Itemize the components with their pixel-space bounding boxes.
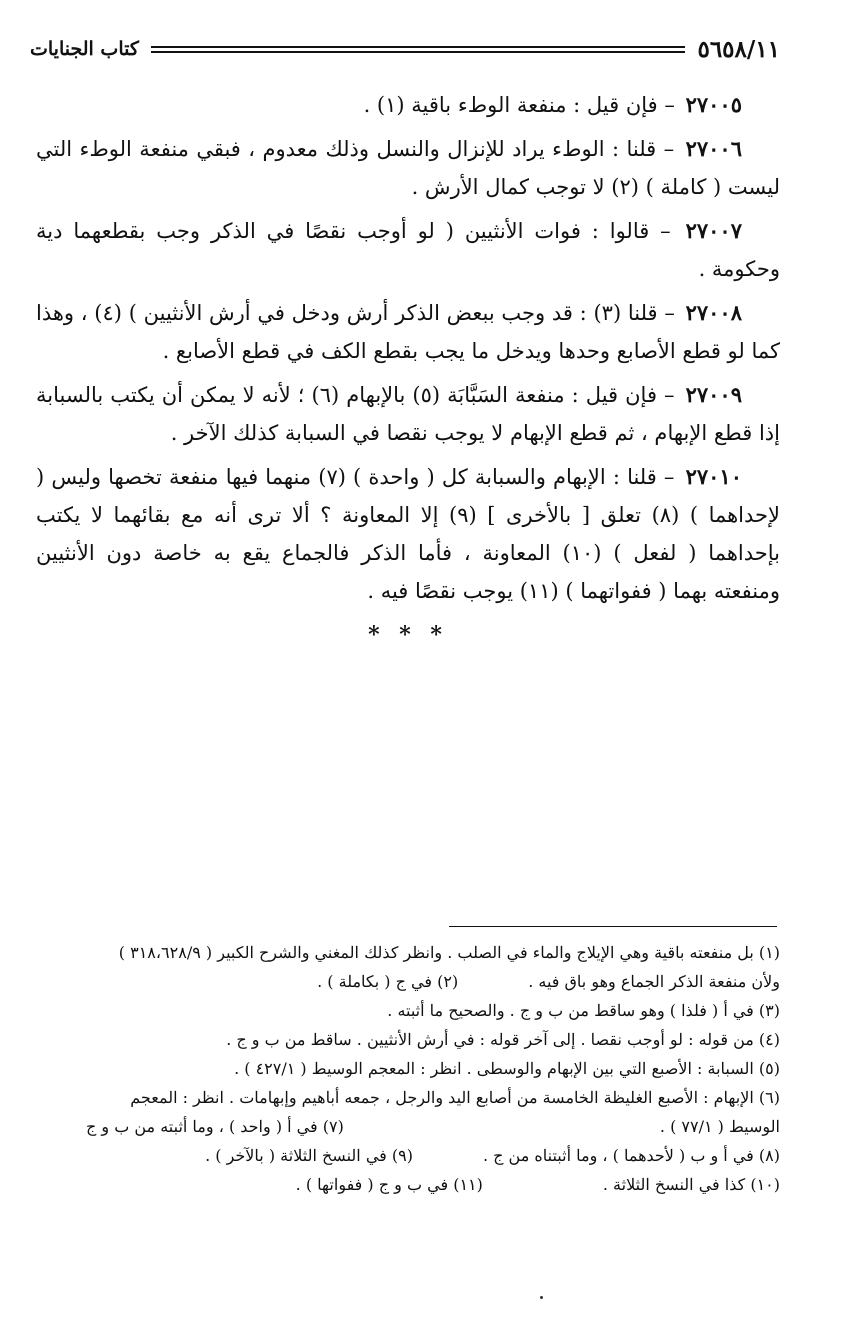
footnote-10: (١٠) كذا في النسخ الثلاثة .: [602, 1175, 780, 1194]
footnote-3: (٣) في أ ( فلذا ) وهو ساقط من ب و ج . والصحيح ما أثبته .: [387, 1001, 780, 1020]
footnote-row: [36, 1141, 780, 1170]
paragraph-number: ٢٧٠٠٩: [685, 382, 742, 407]
paragraph: [36, 212, 780, 288]
footnotes: [36, 938, 780, 1199]
footnote-6-cont: الوسيط ( ٧٧/١ ) .: [659, 1117, 780, 1136]
paragraph: [36, 458, 780, 610]
page-speck: [540, 1296, 543, 1299]
paragraph-text: – فإن قيل : منفعة السَبَّابَة (٥) بالإبهام (٦) ؛ لأنه لا يمكن أن يكتب بالسبابة إذا قطع الإبهام ، ثم قطع الإبهام لا يوجب نقصا في السبابة كذلك الآخر .: [36, 383, 780, 445]
footnote-9: (٩) في النسخ الثلاثة ( بالآخر ) .: [205, 1146, 413, 1165]
paragraph-text: – قلنا : الإبهام والسبابة كل ( واحدة ) (٧) منهما فيها منفعة تخصها وليس ( لإحداهما ) (٨) تعلق [ بالأخرى ] (٩) إلا المعاونة ؟ ألا ترى أنه مع بقائهما لا يكتب بإحداهما ( لفعل ) (١٠) المعاونة ، فأما الذكر فالجماع يقع به خاصة دون الأنثيين ومنفعته بهما ( ففواتهما ) (١١) يوجب نقصًا فيه .: [36, 465, 781, 603]
footnote-row: [36, 1170, 780, 1199]
paragraph-text: – قالوا : فوات الأنثيين ( لو أوجب نقصًا في الذكر وجب بقطعهما دية وحكومة .: [36, 219, 780, 281]
page-number: ٥٦٥٨/١١: [697, 35, 780, 63]
paragraph-number: ٢٧٠٠٥: [685, 92, 742, 117]
paragraph-number: ٢٧٠٠٨: [685, 300, 742, 325]
footnote-1: (١) بل منفعته باقية وهي الإيلاج والماء في الصلب . وانظر كذلك المغني والشرح الكبير ( ٣١٨،٦٢٨/٩ ): [118, 943, 780, 962]
main-text: [36, 86, 780, 648]
footnote-4: (٤) من قوله : لو أوجب نقصا . إلى آخر قوله : في أرش الأنثيين . ساقط من ب و ج .: [226, 1030, 780, 1049]
footnote-11: (١١) في ب و ج ( ففواتها ) .: [295, 1175, 483, 1194]
page-header: [30, 32, 780, 66]
paragraph-number: ٢٧٠٠٧: [685, 218, 742, 243]
paragraph-text: – قلنا (٣) : قد وجب ببعض الذكر أرش ودخل في أرش الأنثيين ) (٤) ، وهذا كما لو قطع الأصابع وحدها ويدخل ما يجب بقطع الكف في قطع الأصابع .: [36, 301, 780, 363]
book-title: كتاب الجنايات: [30, 38, 139, 60]
footnote-6: (٦) الإبهام : الأصبع الغليظة الخامسة من أصابع اليد والرجل ، جمعه أباهيم وإبهامات . انظر : المعجم: [130, 1088, 780, 1107]
paragraph-number: ٢٧٠١٠: [685, 464, 742, 489]
footnote-row: [36, 1112, 780, 1141]
paragraph: [36, 376, 780, 452]
footnote-7: (٧) في أ ( واحد ) ، وما أثبته من ب و ج: [86, 1117, 344, 1136]
paragraph-text: – فإن قيل : منفعة الوطء باقية (١) .: [363, 93, 675, 117]
footnote-row: [36, 967, 780, 996]
paragraph: [36, 130, 780, 206]
footnote-1-cont: ولأن منفعة الذكر الجماع وهو باق فيه .: [528, 972, 780, 991]
paragraph-text: – قلنا : الوطء يراد للإنزال والنسل وذلك معدوم ، فبقي منفعة الوطء التي ليست ( كاملة ) (٢) لا توجب كمال الأرش .: [36, 137, 780, 199]
footnote-5: (٥) السبابة : الأصبع التي بين الإبهام والوسطى . انظر : المعجم الوسيط ( ٤٢٧/١ ) .: [234, 1059, 780, 1078]
footnote-8: (٨) في أ و ب ( لأحدهما ) ، وما أثبتناه من ج .: [482, 1146, 780, 1165]
paragraph: [36, 86, 780, 124]
paragraph: [36, 294, 780, 370]
footnote-rule: [449, 926, 777, 927]
header-rule: [151, 46, 686, 53]
paragraph-number: ٢٧٠٠٦: [685, 136, 742, 161]
footnote-2: (٢) في ج ( بكاملة ) .: [317, 972, 459, 991]
section-separator: * * *: [368, 622, 448, 648]
